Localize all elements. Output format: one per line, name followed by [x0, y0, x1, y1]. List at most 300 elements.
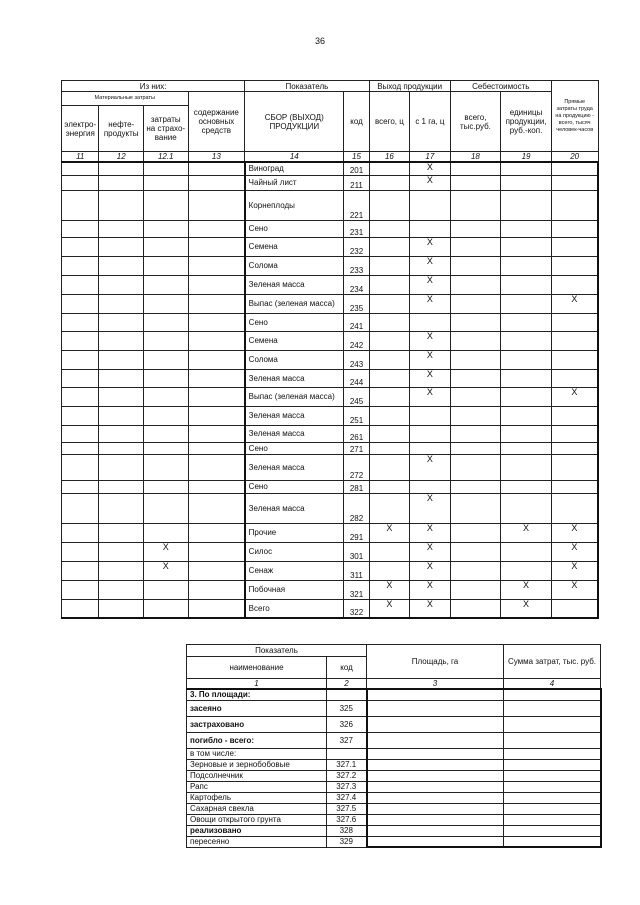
row-label: пересеяно	[187, 836, 327, 847]
table-row	[62, 294, 599, 313]
cell-summa[interactable]	[504, 792, 601, 803]
cell-vsego-rub[interactable]	[450, 561, 501, 580]
row-code: 301	[344, 542, 369, 561]
cell-vsego-rub[interactable]	[450, 331, 501, 350]
cell-strah[interactable]	[143, 480, 188, 493]
cell-soderzh[interactable]	[188, 256, 245, 275]
cell-elektro[interactable]	[62, 580, 99, 599]
cell-pryamye[interactable]	[551, 313, 598, 331]
cell-ploshad[interactable]	[367, 748, 504, 759]
cell-strah[interactable]	[143, 454, 188, 480]
cell-elektro[interactable]	[62, 442, 99, 454]
cell-strah[interactable]	[143, 387, 188, 406]
cell-pryamye[interactable]	[551, 190, 598, 220]
cell-strah[interactable]: X	[143, 542, 188, 561]
header-naimenovanie: наименование	[187, 657, 327, 679]
column-number: 11	[62, 152, 99, 163]
cell-pryamye[interactable]	[551, 350, 598, 369]
header-sbor: СБОР (ВЫХОД) ПРОДУКЦИИ	[245, 92, 344, 152]
cell-strah[interactable]	[143, 599, 188, 618]
table-row	[62, 580, 599, 599]
cell-s1ga[interactable]	[410, 313, 450, 331]
cell-strah[interactable]	[143, 275, 188, 294]
row-code: 328	[327, 825, 367, 836]
cell-vsego-rub[interactable]	[450, 480, 501, 493]
cell-nefte[interactable]	[99, 542, 144, 561]
cell-strah[interactable]	[143, 190, 188, 220]
cell-ploshad[interactable]	[367, 770, 504, 781]
cell-pryamye[interactable]	[551, 369, 598, 387]
cell-elektro[interactable]	[62, 256, 99, 275]
row-code: 233	[344, 256, 369, 275]
table-row	[62, 406, 599, 425]
cell-vsego-rub[interactable]	[450, 442, 501, 454]
row-label: Солома	[245, 256, 344, 275]
cell-elektro[interactable]	[62, 493, 99, 523]
cell-soderzh[interactable]	[188, 561, 245, 580]
cell-edinicy[interactable]	[501, 387, 552, 406]
cell-edinicy[interactable]	[501, 454, 552, 480]
cell-summa[interactable]	[504, 803, 601, 814]
cell-strah[interactable]	[143, 294, 188, 313]
cell-soderzh[interactable]	[188, 190, 245, 220]
cell-summa[interactable]	[504, 748, 601, 759]
cell-soderzh[interactable]	[188, 220, 245, 237]
cell-pryamye[interactable]: X	[551, 561, 598, 580]
cell-nefte[interactable]	[99, 275, 144, 294]
cell-vsego-c[interactable]	[369, 220, 409, 237]
cell-ploshad[interactable]	[367, 716, 504, 732]
cell-strah[interactable]: X	[143, 561, 188, 580]
cell-edinicy[interactable]	[501, 480, 552, 493]
cell-soderzh[interactable]	[188, 350, 245, 369]
cell-elektro[interactable]	[62, 237, 99, 256]
cell-vsego-c[interactable]	[369, 542, 409, 561]
cell-pryamye[interactable]	[551, 454, 598, 480]
cell-elektro[interactable]	[62, 175, 99, 190]
cell-edinicy[interactable]	[501, 561, 552, 580]
cell-soderzh[interactable]	[188, 237, 245, 256]
cell-elektro[interactable]	[62, 425, 99, 442]
column-number: 15	[344, 152, 369, 163]
cell-vsego-c[interactable]: X	[369, 580, 409, 599]
cell-s1ga[interactable]: X	[410, 542, 450, 561]
cell-nefte[interactable]	[99, 162, 144, 175]
cell-soderzh[interactable]	[188, 331, 245, 350]
header-pokazatel: Показатель	[245, 81, 369, 92]
cell-soderzh[interactable]	[188, 406, 245, 425]
column-number-row	[62, 152, 599, 163]
cell-edinicy[interactable]	[501, 542, 552, 561]
cell-edinicy[interactable]: X	[501, 523, 552, 542]
cell-pryamye[interactable]: X	[551, 294, 598, 313]
cell-s1ga[interactable]: X	[410, 369, 450, 387]
cell-nefte[interactable]	[99, 406, 144, 425]
cell-strah[interactable]	[143, 175, 188, 190]
cell-nefte[interactable]	[99, 220, 144, 237]
row-code: 327.5	[327, 803, 367, 814]
cell-soderzh[interactable]	[188, 480, 245, 493]
cell-vsego-rub[interactable]	[450, 350, 501, 369]
cell-ploshad[interactable]	[367, 700, 504, 716]
cell-elektro[interactable]	[62, 313, 99, 331]
cell-strah[interactable]	[143, 442, 188, 454]
cell-vsego-rub[interactable]	[450, 599, 501, 618]
cell-vsego-c[interactable]	[369, 561, 409, 580]
table-row	[187, 700, 601, 716]
row-label: Сено	[245, 442, 344, 454]
cell-vsego-rub[interactable]	[450, 237, 501, 256]
cell-vsego-c[interactable]	[369, 190, 409, 220]
cell-pryamye[interactable]	[551, 256, 598, 275]
cell-summa[interactable]	[504, 781, 601, 792]
cell-elektro[interactable]	[62, 350, 99, 369]
row-label: Сахарная свекла	[187, 803, 327, 814]
cell-summa[interactable]	[504, 759, 601, 770]
cell-strah[interactable]	[143, 237, 188, 256]
cell-elektro[interactable]	[62, 523, 99, 542]
column-number-row-2	[187, 679, 601, 690]
cell-soderzh[interactable]	[188, 175, 245, 190]
cell-vsego-c[interactable]	[369, 313, 409, 331]
cell-strah[interactable]	[143, 523, 188, 542]
cell-pryamye[interactable]	[551, 175, 598, 190]
cell-vsego-c[interactable]	[369, 294, 409, 313]
row-code: 311	[344, 561, 369, 580]
cell-ploshad[interactable]	[367, 825, 504, 836]
cell-pryamye[interactable]: X	[551, 523, 598, 542]
cell-edinicy[interactable]	[501, 406, 552, 425]
cell-edinicy[interactable]	[501, 425, 552, 442]
cell-pryamye[interactable]: X	[551, 387, 598, 406]
cell-vsego-rub[interactable]	[450, 162, 501, 175]
row-code: 327.1	[327, 759, 367, 770]
cell-pryamye[interactable]	[551, 480, 598, 493]
cell-soderzh[interactable]	[188, 599, 245, 618]
cell-vsego-c[interactable]	[369, 369, 409, 387]
cell-vsego-rub[interactable]	[450, 313, 501, 331]
header-mat-zatraty: Материальные затраты	[62, 92, 189, 106]
cell-s1ga[interactable]	[410, 406, 450, 425]
cell-edinicy[interactable]	[501, 175, 552, 190]
cell-pryamye[interactable]	[551, 162, 598, 175]
cell-s1ga[interactable]: X	[410, 162, 450, 175]
cell-ploshad[interactable]	[367, 781, 504, 792]
cell-pryamye[interactable]: X	[551, 580, 598, 599]
cell-nefte[interactable]	[99, 369, 144, 387]
row-code: 326	[327, 716, 367, 732]
cell-pryamye[interactable]: X	[551, 542, 598, 561]
cell-vsego-c[interactable]	[369, 162, 409, 175]
cell-s1ga[interactable]	[410, 480, 450, 493]
row-label: Зеленая масса	[245, 493, 344, 523]
cell-edinicy[interactable]	[501, 369, 552, 387]
row-code	[327, 689, 367, 700]
row-code: 327.4	[327, 792, 367, 803]
cell-s1ga[interactable]: X	[410, 331, 450, 350]
cell-vsego-rub[interactable]	[450, 175, 501, 190]
cell-s1ga[interactable]: X	[410, 294, 450, 313]
cell-vsego-rub[interactable]	[450, 406, 501, 425]
cell-edinicy[interactable]	[501, 162, 552, 175]
cell-vsego-c[interactable]	[369, 387, 409, 406]
cell-nefte[interactable]	[99, 313, 144, 331]
cell-vsego-c[interactable]: X	[369, 523, 409, 542]
cell-vsego-rub[interactable]	[450, 220, 501, 237]
cell-edinicy[interactable]	[501, 220, 552, 237]
cell-elektro[interactable]	[62, 387, 99, 406]
cell-summa[interactable]	[504, 814, 601, 825]
cell-edinicy[interactable]	[501, 442, 552, 454]
row-code: 321	[344, 580, 369, 599]
cell-vsego-c[interactable]	[369, 493, 409, 523]
cell-strah[interactable]	[143, 350, 188, 369]
cell-vsego-rub[interactable]	[450, 387, 501, 406]
table-row	[187, 748, 601, 759]
table-row	[62, 387, 599, 406]
cell-nefte[interactable]	[99, 425, 144, 442]
cell-nefte[interactable]	[99, 350, 144, 369]
cell-edinicy[interactable]	[501, 256, 552, 275]
cell-strah[interactable]	[143, 220, 188, 237]
cell-s1ga[interactable]: X	[410, 275, 450, 294]
cell-s1ga[interactable]: X	[410, 175, 450, 190]
cell-soderzh[interactable]	[188, 454, 245, 480]
cell-summa[interactable]	[504, 700, 601, 716]
row-code: 235	[344, 294, 369, 313]
cell-s1ga[interactable]	[410, 190, 450, 220]
cell-soderzh[interactable]	[188, 162, 245, 175]
cell-summa[interactable]	[504, 770, 601, 781]
cell-elektro[interactable]	[62, 294, 99, 313]
cell-summa[interactable]	[504, 825, 601, 836]
cell-nefte[interactable]	[99, 599, 144, 618]
row-label: 3. По площади:	[187, 689, 327, 700]
cell-vsego-rub[interactable]	[450, 542, 501, 561]
cell-pryamye[interactable]	[551, 220, 598, 237]
cell-vsego-rub[interactable]	[450, 523, 501, 542]
cell-strah[interactable]	[143, 493, 188, 523]
cell-soderzh[interactable]	[188, 493, 245, 523]
cell-s1ga[interactable]: X	[410, 561, 450, 580]
cell-vsego-c[interactable]	[369, 175, 409, 190]
cell-ploshad[interactable]	[367, 814, 504, 825]
cell-vsego-c[interactable]	[369, 275, 409, 294]
cell-elektro[interactable]	[62, 369, 99, 387]
header-pryamye: Прямые затраты труда на продукцию - всего, тысяч человек-часов	[551, 81, 598, 152]
cell-pryamye[interactable]	[551, 599, 598, 618]
cell-s1ga[interactable]: X	[410, 493, 450, 523]
cell-s1ga[interactable]: X	[410, 350, 450, 369]
cell-strah[interactable]	[143, 331, 188, 350]
cell-elektro[interactable]	[62, 190, 99, 220]
cell-nefte[interactable]	[99, 331, 144, 350]
cell-strah[interactable]	[143, 256, 188, 275]
cell-vsego-c[interactable]	[369, 425, 409, 442]
cell-s1ga[interactable]: X	[410, 256, 450, 275]
cell-soderzh[interactable]	[188, 580, 245, 599]
cell-strah[interactable]	[143, 580, 188, 599]
cell-pryamye[interactable]	[551, 237, 598, 256]
cell-soderzh[interactable]	[188, 294, 245, 313]
cell-elektro[interactable]	[62, 454, 99, 480]
cell-edinicy[interactable]	[501, 190, 552, 220]
row-code: 281	[344, 480, 369, 493]
row-label: Солома	[245, 350, 344, 369]
cell-soderzh[interactable]	[188, 442, 245, 454]
cell-edinicy[interactable]: X	[501, 580, 552, 599]
cell-vsego-rub[interactable]	[450, 275, 501, 294]
cell-soderzh[interactable]	[188, 542, 245, 561]
cell-pryamye[interactable]	[551, 331, 598, 350]
cell-nefte[interactable]	[99, 442, 144, 454]
cell-elektro[interactable]	[62, 480, 99, 493]
column-number: 1	[187, 679, 327, 690]
page-number: 36	[314, 36, 325, 46]
row-code: 272	[344, 454, 369, 480]
cell-ploshad[interactable]	[367, 792, 504, 803]
cell-vsego-c[interactable]	[369, 480, 409, 493]
cell-s1ga[interactable]: X	[410, 454, 450, 480]
cell-vsego-c[interactable]: X	[369, 599, 409, 618]
cell-summa[interactable]	[504, 836, 601, 847]
cell-vsego-c[interactable]	[369, 256, 409, 275]
cell-elektro[interactable]	[62, 220, 99, 237]
row-label: Зерновые и зернобобовые	[187, 759, 327, 770]
cell-vsego-rub[interactable]	[450, 256, 501, 275]
cell-soderzh[interactable]	[188, 275, 245, 294]
cell-s1ga[interactable]	[410, 425, 450, 442]
cell-vsego-c[interactable]	[369, 350, 409, 369]
row-code: 325	[327, 700, 367, 716]
cell-vsego-rub[interactable]	[450, 493, 501, 523]
cell-elektro[interactable]	[62, 561, 99, 580]
cell-strah[interactable]	[143, 162, 188, 175]
cell-summa[interactable]	[504, 716, 601, 732]
cell-pryamye[interactable]	[551, 442, 598, 454]
row-code: 291	[344, 523, 369, 542]
row-code: 201	[344, 162, 369, 175]
cell-nefte[interactable]	[99, 175, 144, 190]
cell-elektro[interactable]	[62, 542, 99, 561]
cell-soderzh[interactable]	[188, 313, 245, 331]
table-row	[62, 190, 599, 220]
cell-edinicy[interactable]	[501, 313, 552, 331]
cell-vsego-rub[interactable]	[450, 425, 501, 442]
cell-ploshad[interactable]	[367, 759, 504, 770]
cell-nefte[interactable]	[99, 387, 144, 406]
cell-nefte[interactable]	[99, 480, 144, 493]
row-label: застраховано	[187, 716, 327, 732]
cell-nefte[interactable]	[99, 561, 144, 580]
cell-s1ga[interactable]	[410, 442, 450, 454]
cell-pryamye[interactable]	[551, 406, 598, 425]
cell-elektro[interactable]	[62, 406, 99, 425]
cell-nefte[interactable]	[99, 294, 144, 313]
cell-strah[interactable]	[143, 406, 188, 425]
cell-vsego-c[interactable]	[369, 237, 409, 256]
cell-edinicy[interactable]	[501, 350, 552, 369]
cell-pryamye[interactable]	[551, 425, 598, 442]
cell-s1ga[interactable]: X	[410, 599, 450, 618]
cell-strah[interactable]	[143, 313, 188, 331]
cell-s1ga[interactable]: X	[410, 387, 450, 406]
cell-s1ga[interactable]: X	[410, 237, 450, 256]
cell-pryamye[interactable]	[551, 275, 598, 294]
cell-ploshad[interactable]	[367, 732, 504, 748]
column-number: 2	[327, 679, 367, 690]
cell-edinicy[interactable]	[501, 275, 552, 294]
cell-edinicy[interactable]	[501, 493, 552, 523]
cell-soderzh[interactable]	[188, 369, 245, 387]
header-s1ga: с 1 га, ц	[410, 92, 450, 152]
production-table	[61, 80, 599, 619]
cell-edinicy[interactable]	[501, 294, 552, 313]
cell-strah[interactable]	[143, 369, 188, 387]
cell-s1ga[interactable]	[410, 220, 450, 237]
cell-nefte[interactable]	[99, 523, 144, 542]
cell-vsego-rub[interactable]	[450, 369, 501, 387]
cell-s1ga[interactable]: X	[410, 580, 450, 599]
cell-summa[interactable]	[504, 689, 601, 700]
cell-nefte[interactable]	[99, 237, 144, 256]
header-vsego-rub: всего, тыс.руб.	[450, 92, 501, 152]
cell-vsego-c[interactable]	[369, 442, 409, 454]
cell-soderzh[interactable]	[188, 387, 245, 406]
cell-vsego-c[interactable]	[369, 406, 409, 425]
row-code	[327, 748, 367, 759]
cell-pryamye[interactable]	[551, 493, 598, 523]
cell-nefte[interactable]	[99, 493, 144, 523]
cell-nefte[interactable]	[99, 454, 144, 480]
header-vyhod: Выход продукции	[369, 81, 450, 92]
cell-vsego-rub[interactable]	[450, 454, 501, 480]
cell-summa[interactable]	[504, 732, 601, 748]
cell-elektro[interactable]	[62, 599, 99, 618]
cell-nefte[interactable]	[99, 190, 144, 220]
cell-elektro[interactable]	[62, 162, 99, 175]
cell-nefte[interactable]	[99, 580, 144, 599]
row-code: 241	[344, 313, 369, 331]
header-kod: код	[344, 92, 369, 152]
cell-edinicy[interactable]: X	[501, 599, 552, 618]
row-label: Прочие	[245, 523, 344, 542]
cell-vsego-rub[interactable]	[450, 190, 501, 220]
cell-ploshad[interactable]	[367, 803, 504, 814]
row-code: 261	[344, 425, 369, 442]
cell-vsego-c[interactable]	[369, 454, 409, 480]
row-code: 329	[327, 836, 367, 847]
cell-vsego-rub[interactable]	[450, 294, 501, 313]
cell-ploshad[interactable]	[367, 836, 504, 847]
cell-elektro[interactable]	[62, 331, 99, 350]
table-row	[187, 770, 601, 781]
cell-elektro[interactable]	[62, 275, 99, 294]
cell-s1ga[interactable]: X	[410, 523, 450, 542]
cell-vsego-c[interactable]	[369, 331, 409, 350]
cell-soderzh[interactable]	[188, 523, 245, 542]
cell-soderzh[interactable]	[188, 425, 245, 442]
cell-edinicy[interactable]	[501, 331, 552, 350]
cell-nefte[interactable]	[99, 256, 144, 275]
cell-ploshad[interactable]	[367, 689, 504, 700]
table-row	[187, 759, 601, 770]
cell-strah[interactable]	[143, 425, 188, 442]
column-number: 13	[188, 152, 245, 163]
cell-vsego-rub[interactable]	[450, 580, 501, 599]
row-label: Сенаж	[245, 561, 344, 580]
cell-edinicy[interactable]	[501, 237, 552, 256]
